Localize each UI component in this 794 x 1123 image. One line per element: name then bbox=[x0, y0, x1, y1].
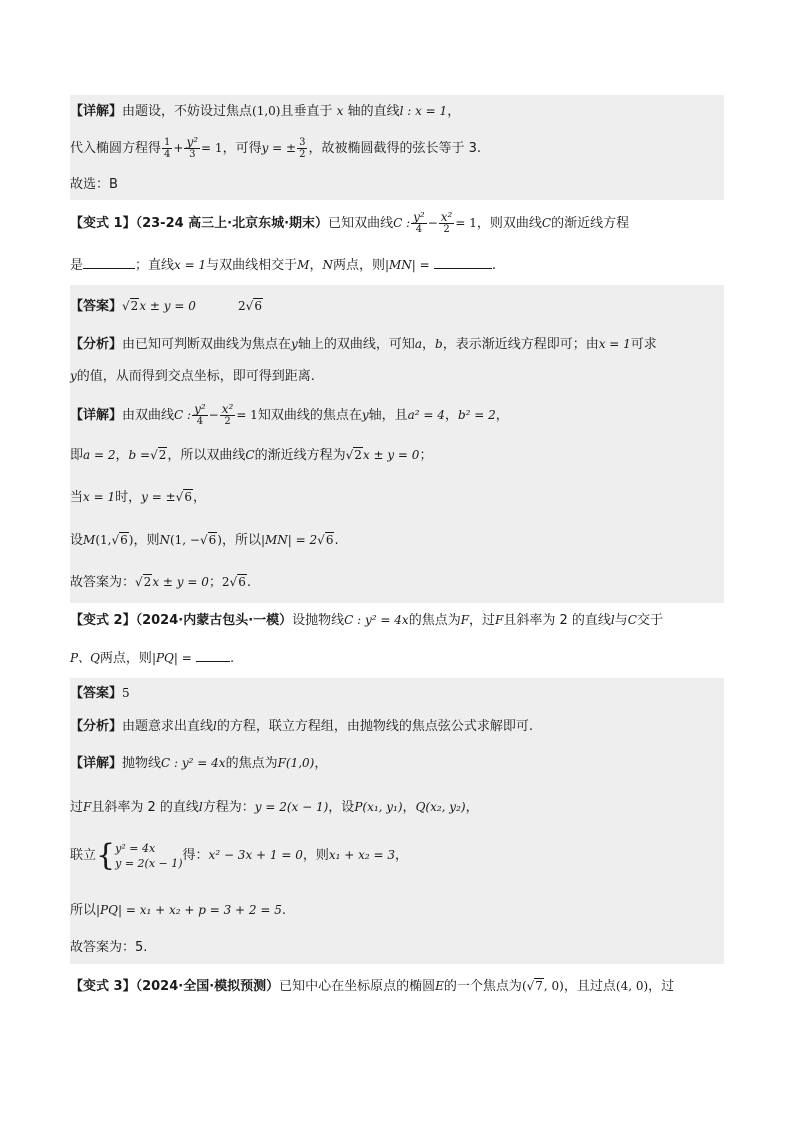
detail-2-line-3: 联立{ y² = 4x y = 2(x − 1) 得：x² − 3x + 1 = 0，则x₁ + x₂ = 3， bbox=[70, 837, 409, 873]
variant-source: （2024·内蒙古包头·一模） bbox=[135, 613, 293, 628]
variant-source: （23-24 高三上·北京东城·期末） bbox=[135, 216, 329, 231]
detail-2-line-4: 所以|PQ| = x₁ + x₂ + p = 3 + 2 = 5. bbox=[70, 903, 286, 918]
detail-1-line-5: 故答案为：√2x ± y = 0；2√6. bbox=[70, 575, 251, 590]
fraction: $\frac{\text{y²}}{3}$ bbox=[186, 135, 199, 160]
variant-tag: 【变式 1】 bbox=[70, 216, 136, 231]
detail-2-line-1: 【详解】抛物线C : y² = 4x的焦点为F(1,0)， bbox=[70, 756, 328, 771]
detail-1-line-3: 当x = 1时，y = ±√6， bbox=[70, 490, 206, 505]
variant-source: （2024·全国·模拟预测） bbox=[135, 979, 280, 994]
answer-blank bbox=[434, 254, 492, 269]
detail-1-line-2: 即a = 2，b =√2，所以双曲线C的渐近线方程为√2x ± y = 0； bbox=[70, 448, 433, 463]
detail-tag: 【详解】 bbox=[70, 756, 123, 771]
fraction: $\frac{1}{4}$ bbox=[164, 137, 171, 160]
analysis-line-2: y的值，从而得到交点坐标，即可得到距离. bbox=[70, 369, 315, 384]
fraction: $\frac{\text{y²}}{4}$ bbox=[413, 210, 425, 235]
analysis-2-line: 【分析】由题意求出直线l的方程，联立方程组，由抛物线的焦点弦公式求解即可. bbox=[70, 719, 534, 734]
answer-blank bbox=[83, 254, 135, 269]
equation-system: y² = 4x y = 2(x − 1) bbox=[115, 841, 183, 870]
system-brace: { bbox=[96, 837, 116, 873]
analysis-tag: 【分析】 bbox=[70, 719, 123, 734]
analysis-tag: 【分析】 bbox=[70, 337, 123, 352]
analysis-line-1: 【分析】由已知可判断双曲线为焦点在y轴上的双曲线，可知a，b，表示渐近线方程即可；由x = 1可求 bbox=[70, 337, 657, 352]
answer-tag: 【答案】 bbox=[70, 299, 123, 314]
variant-2-question: 【变式 2】（2024·内蒙古包头·一模）设抛物线C : y² = 4x的焦点为F，过F且斜率为 2 的直线l与C交于 bbox=[70, 613, 663, 628]
detail-2-line-5: 故答案为：5. bbox=[70, 940, 148, 955]
fraction: $\frac{\text{x²}}{2}$ bbox=[221, 402, 234, 427]
variant-2-question-line-2: P、Q两点，则|PQ| = . bbox=[70, 647, 724, 669]
variant-3-question: 【变式 3】（2024·全国·模拟预测）已知中心在坐标原点的椭圆E的一个焦点为(√7, 0)，且过点(4, 0)，过 bbox=[70, 979, 675, 994]
solution-block-2 bbox=[70, 285, 724, 603]
detail-tag: 【详解】 bbox=[70, 408, 123, 423]
variant-tag: 【变式 2】 bbox=[70, 613, 136, 628]
fraction: $\frac{\text{y²}}{4}$ bbox=[194, 402, 206, 427]
detail-tag: 【详解】 bbox=[70, 104, 123, 119]
variant-tag: 【变式 3】 bbox=[70, 979, 136, 994]
answer-blank bbox=[196, 647, 230, 662]
detail-line-1: 【详解】由题设，不妨设过焦点(1,0)且垂直于 x 轴的直线l : x = 1， bbox=[70, 104, 461, 119]
fraction: $\frac{3}{2}$ bbox=[299, 137, 306, 160]
fraction: $\frac{\text{x²}}{2}$ bbox=[440, 210, 453, 235]
detail-line-2: 代入椭圆方程得 $\frac{1}{4}$ + $\frac{\text{y²}}{3}$ = 1，可得y = ± $\frac{3}{2}$ ，故被椭圆截得的弦长等于 3. bbox=[70, 135, 482, 160]
detail-1-line-4: 设M(1,√6)，则N(1, −√6)，所以|MN| = 2√6. bbox=[70, 533, 339, 548]
variant-1-question-line-2: 是 ；直线x = 1与双曲线相交于M，N两点，则|MN| = . bbox=[70, 254, 724, 276]
detail-2-line-2: 过F且斜率为 2 的直线l方程为：y = 2(x − 1)，设P(x₁, y₁)，Q(x₂, y₂)， bbox=[70, 800, 479, 815]
detail-line-3: 故选：B bbox=[70, 177, 118, 192]
answer-line-2: 【答案】5 bbox=[70, 686, 130, 701]
answer-line-1: 【答案】√2x ± y = 0 2√6 bbox=[70, 299, 262, 314]
detail-1-line-1: 【详解】由双曲线C : $\frac{\text{y²}}{4}$ − $\frac{\text{x²}}{2}$ = 1知双曲线的焦点在y轴，且a² = 4，b² = 2， bbox=[70, 402, 509, 427]
variant-1-question: 【变式 1】（23-24 高三上·北京东城·期末）已知双曲线C : $\frac{\text{y²}}{4}$ − $\frac{\text{x²}}{2}$ = 1，则双曲线C的渐近线方程 bbox=[70, 210, 630, 235]
answer-tag: 【答案】 bbox=[70, 686, 123, 701]
